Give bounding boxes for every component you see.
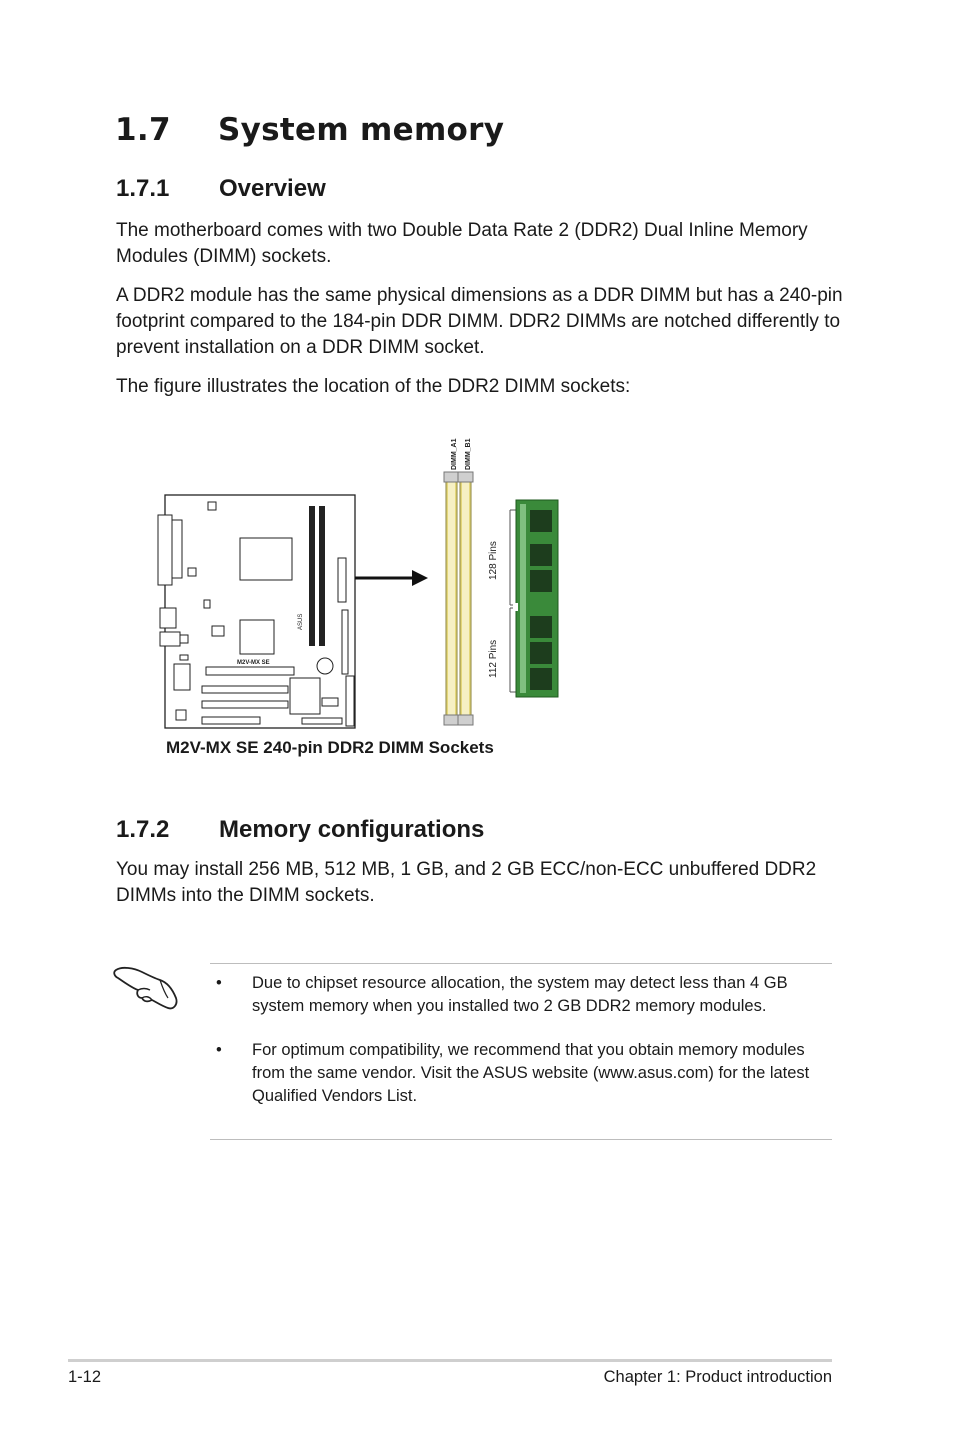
audio-header bbox=[174, 664, 190, 690]
pins-top-label: 128 Pins bbox=[488, 541, 499, 580]
io-port-block-2 bbox=[172, 520, 182, 578]
note-list bbox=[212, 972, 812, 1129]
memory-chip bbox=[530, 668, 552, 690]
io-port-block-3 bbox=[160, 608, 176, 628]
pins-bottom-label: 112 Pins bbox=[488, 639, 499, 678]
bullet-icon: • bbox=[216, 1041, 222, 1059]
southbridge bbox=[290, 678, 320, 714]
note-text: For optimum compatibility, we recommend that you obtain memory modules from the same vendor. Visit the ASUS website (www.asus.com) for the latest Qualified Vendors List. bbox=[252, 1041, 810, 1105]
overview-number: 1.7.1 bbox=[116, 175, 170, 202]
hand-pointing-icon bbox=[112, 958, 182, 1016]
note-top-rule bbox=[210, 963, 832, 964]
component-small bbox=[322, 698, 338, 706]
section-number: 1.7 bbox=[115, 112, 171, 148]
cpu-socket bbox=[240, 538, 292, 580]
chipset bbox=[240, 620, 274, 654]
pci-slot-2 bbox=[202, 701, 288, 708]
component-small bbox=[204, 600, 210, 608]
pcie-slot bbox=[202, 686, 288, 693]
floppy-connector bbox=[202, 717, 260, 724]
section-title-text: System memory bbox=[218, 112, 505, 148]
component-small bbox=[188, 568, 196, 576]
memory-chip bbox=[530, 616, 552, 638]
io-port-block-5 bbox=[180, 635, 188, 643]
figure-caption: M2V-MX SE 240-pin DDR2 DIMM Sockets bbox=[166, 738, 494, 757]
section-title bbox=[115, 112, 504, 148]
component-small bbox=[176, 710, 186, 720]
pci-slot bbox=[206, 667, 294, 675]
note-text: Due to chipset resource allocation, the system may detect less than 4 GB system memory when you installed two 2 GB DDR2 memory modules. bbox=[252, 974, 788, 1015]
memory-chip bbox=[530, 544, 552, 566]
configurations-heading bbox=[116, 816, 484, 844]
dimm-socket-figure bbox=[150, 420, 580, 740]
board-dimm-slot-a1 bbox=[309, 506, 315, 646]
ide-connector bbox=[342, 610, 348, 674]
overview-paragraph-3: The figure illustrates the location of the DDR2 DIMM sockets: bbox=[116, 376, 631, 397]
board-dimm-slot-b1 bbox=[319, 506, 325, 646]
module-notch bbox=[513, 603, 518, 611]
io-port-block-1 bbox=[158, 515, 172, 585]
board-label: M2V-MX SE bbox=[237, 660, 270, 666]
front-panel-header bbox=[302, 718, 342, 724]
note-item bbox=[212, 1039, 812, 1108]
sata-connector bbox=[346, 676, 354, 726]
battery bbox=[317, 658, 333, 674]
socket-latch bbox=[458, 472, 473, 482]
socket-latch bbox=[458, 715, 473, 725]
arrow-head bbox=[412, 570, 428, 586]
overview-title: Overview bbox=[219, 175, 326, 202]
board-brand-label: ASUS bbox=[298, 613, 304, 630]
memory-chip bbox=[530, 510, 552, 532]
socket-b1-label: DIMM_B1 bbox=[465, 438, 472, 470]
component-small bbox=[180, 655, 188, 660]
note-bottom-rule bbox=[210, 1139, 832, 1140]
socket-latch bbox=[444, 472, 459, 482]
overview-heading bbox=[116, 175, 326, 203]
socket-latch bbox=[444, 715, 459, 725]
note-item bbox=[212, 972, 812, 1018]
configurations-title: Memory configurations bbox=[219, 816, 485, 843]
component-small bbox=[208, 502, 216, 510]
footer-rule bbox=[68, 1359, 832, 1362]
memory-chip bbox=[530, 570, 552, 592]
component-small bbox=[212, 626, 224, 636]
atx-power-connector bbox=[338, 558, 346, 602]
configurations-number: 1.7.2 bbox=[116, 816, 170, 843]
bullet-icon: • bbox=[216, 974, 222, 992]
configurations-paragraph: You may install 256 MB, 512 MB, 1 GB, and 2 GB ECC/non-ECC unbuffered DDR2 DIMMs into the DIMM sockets. bbox=[116, 859, 817, 906]
overview-paragraph-2: A DDR2 module has the same physical dimensions as a DDR DIMM but has a 240-pin footprint compared to the 184-pin DDR DIMM. DDR2 DIMMs are notched differently to prevent installation on a DDR DIMM socket. bbox=[116, 285, 843, 358]
chapter-title: Chapter 1: Product introduction bbox=[603, 1368, 832, 1386]
overview-paragraph-1: The motherboard comes with two Double Data Rate 2 (DDR2) Dual Inline Memory Modules (DIMM) sockets. bbox=[116, 220, 808, 267]
memory-chip bbox=[530, 642, 552, 664]
socket-a1-label: DIMM_A1 bbox=[451, 438, 458, 470]
io-port-block-4 bbox=[160, 632, 180, 646]
page-number: 1-12 bbox=[68, 1368, 102, 1386]
